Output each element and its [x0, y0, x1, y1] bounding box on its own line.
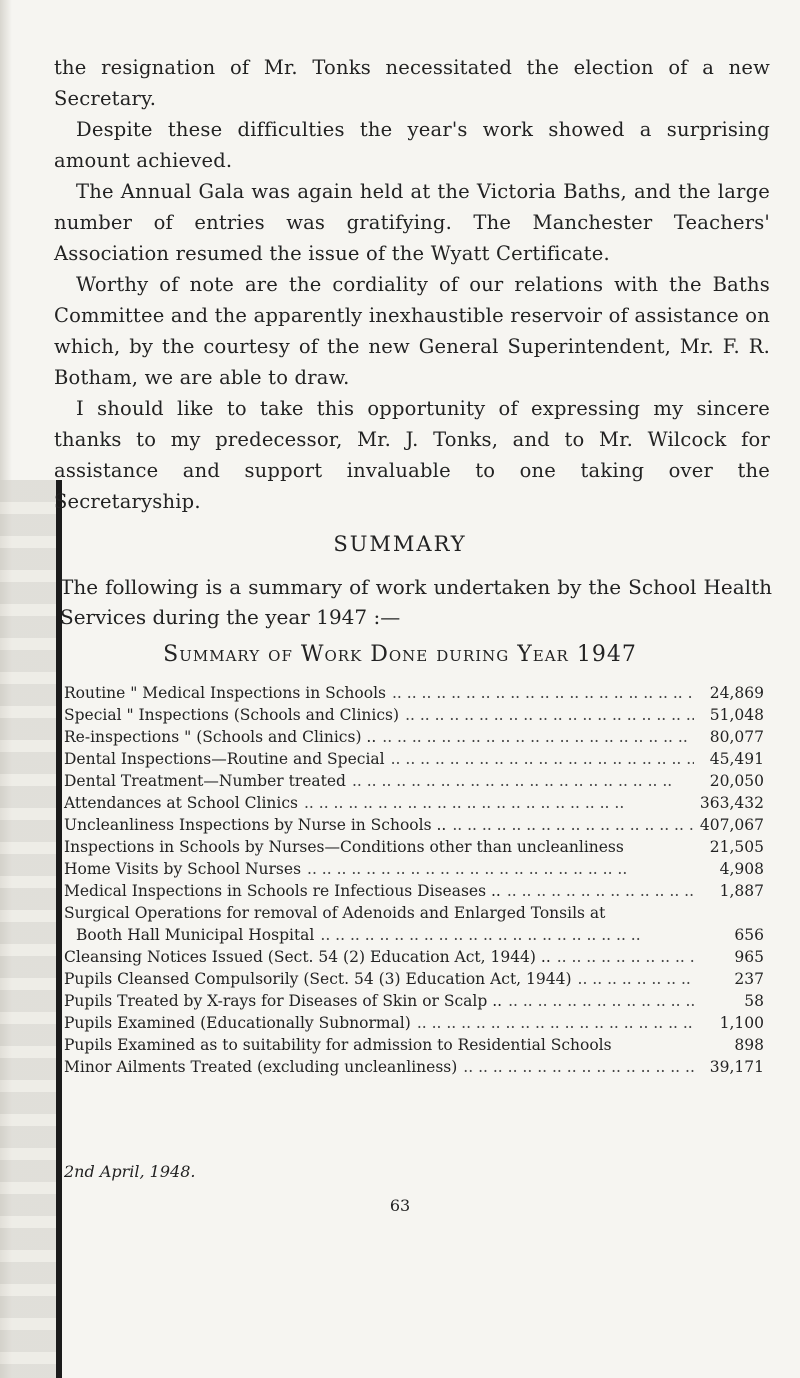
table-row — [64, 814, 764, 836]
intro-paragraph: the resignation of Mr. Tonks necessitated the election of a new Secretary. — [54, 56, 770, 110]
row-value: 656 — [734, 926, 764, 944]
row-value: 39,171 — [709, 1058, 764, 1076]
row-label: Attendances at School Clinics — [64, 794, 298, 812]
table-row — [64, 682, 764, 704]
row-label: Inspections in Schools by Nurses—Conditions other than uncleanliness — [64, 838, 624, 856]
intro-paragraph: The Annual Gala was again held at the Victoria Baths, and the large number of entries was gratifying. The Manchester Teachers' Association resumed the issue of the Wyatt Certificate. — [54, 180, 770, 265]
page-number: 63 — [389, 1196, 411, 1215]
row-label: Cleansing Notices Issued (Sect. 54 (2) Education Act, 1944) .. — [64, 948, 551, 966]
adjacent-page-strip — [0, 480, 58, 1378]
table-row — [64, 990, 764, 1012]
row-label: Routine " Medical Inspections in Schools — [64, 684, 386, 702]
row-value: 965 — [734, 948, 764, 966]
row-value: 237 — [734, 970, 764, 988]
row-label: Surgical Operations for removal of Adenoids and Enlarged Tonsils at — [64, 904, 606, 922]
table-row — [64, 792, 764, 814]
row-label: Pupils Cleansed Compulsorily (Sect. 54 (3) Education Act, 1944) — [64, 970, 572, 988]
row-value: 363,432 — [699, 794, 764, 812]
row-label: Pupils Treated by X-rays for Diseases of Skin or Scalp .. — [64, 992, 503, 1010]
row-value: 21,505 — [709, 838, 764, 856]
table-row — [64, 880, 764, 902]
table-row — [64, 924, 764, 946]
table-row — [64, 902, 764, 924]
row-label: Minor Ailments Treated (excluding uncleanliness) — [64, 1058, 458, 1076]
row-value: 1,887 — [719, 882, 764, 900]
row-label: Pupils Examined as to suitability for admission to Residential Schools — [64, 1036, 612, 1054]
row-label: Booth Hall Municipal Hospital — [76, 926, 315, 944]
row-label: Dental Inspections—Routine and Special — [64, 750, 385, 768]
summary-heading: SUMMARY — [333, 532, 467, 556]
intro-paragraph: Despite these difficulties the year's work showed a surprising amount achieved. — [54, 118, 770, 172]
row-value: 4,908 — [719, 860, 764, 878]
table-row — [64, 1012, 764, 1034]
row-value: 20,050 — [709, 772, 764, 790]
row-value: 1,100 — [719, 1014, 764, 1032]
table-row — [64, 968, 764, 990]
summary-table — [64, 682, 764, 1078]
intro-text — [54, 52, 770, 517]
row-label: Dental Treatment—Number treated — [64, 772, 346, 790]
summary-intro: The following is a summary of work undertaken by the School Health Services during the year 1947 :— — [60, 575, 772, 629]
table-row — [64, 704, 764, 726]
row-value: 24,869 — [709, 684, 764, 702]
row-label: Medical Inspections in Schools re Infectious Diseases .. — [64, 882, 501, 900]
intro-paragraph: I should like to take this opportunity of expressing my sincere thanks to my predecessor, Mr. J. Tonks, and to Mr. Wilcock for assistance and support invaluable to one taking over the Secretaryship. — [54, 397, 770, 513]
table-row — [64, 726, 764, 748]
summary-table-title: Summary of Work Done during Year 1947 — [163, 642, 637, 667]
row-label: Uncleanliness Inspections by Nurse in Schools .. — [64, 816, 447, 834]
row-value: 898 — [734, 1036, 764, 1054]
row-value: 58 — [744, 992, 764, 1010]
table-row — [64, 770, 764, 792]
row-value: 80,077 — [709, 728, 764, 746]
row-value: 407,067 — [699, 816, 764, 834]
row-label: Re-inspections " (Schools and Clinics) .. — [64, 728, 377, 746]
row-label: Pupils Examined (Educationally Subnormal) — [64, 1014, 411, 1032]
table-row — [64, 836, 764, 858]
intro-paragraph: Worthy of note are the cordiality of our relations with the Baths Committee and the apparently inexhaustible reservoir of assistance on which, by the courtesy of the new General Superintendent, Mr. F. R. Botham, we are able to draw. — [54, 273, 770, 389]
row-value: 45,491 — [709, 750, 764, 768]
table-row — [64, 1056, 764, 1078]
table-row — [64, 946, 764, 968]
table-row — [64, 858, 764, 880]
row-label: Special " Inspections (Schools and Clinics) — [64, 706, 400, 724]
row-label: Home Visits by School Nurses — [64, 860, 302, 878]
row-value: 51,048 — [709, 706, 764, 724]
table-row — [64, 1034, 764, 1056]
report-date: 2nd April, 1948. — [64, 1162, 196, 1181]
table-row — [64, 748, 764, 770]
